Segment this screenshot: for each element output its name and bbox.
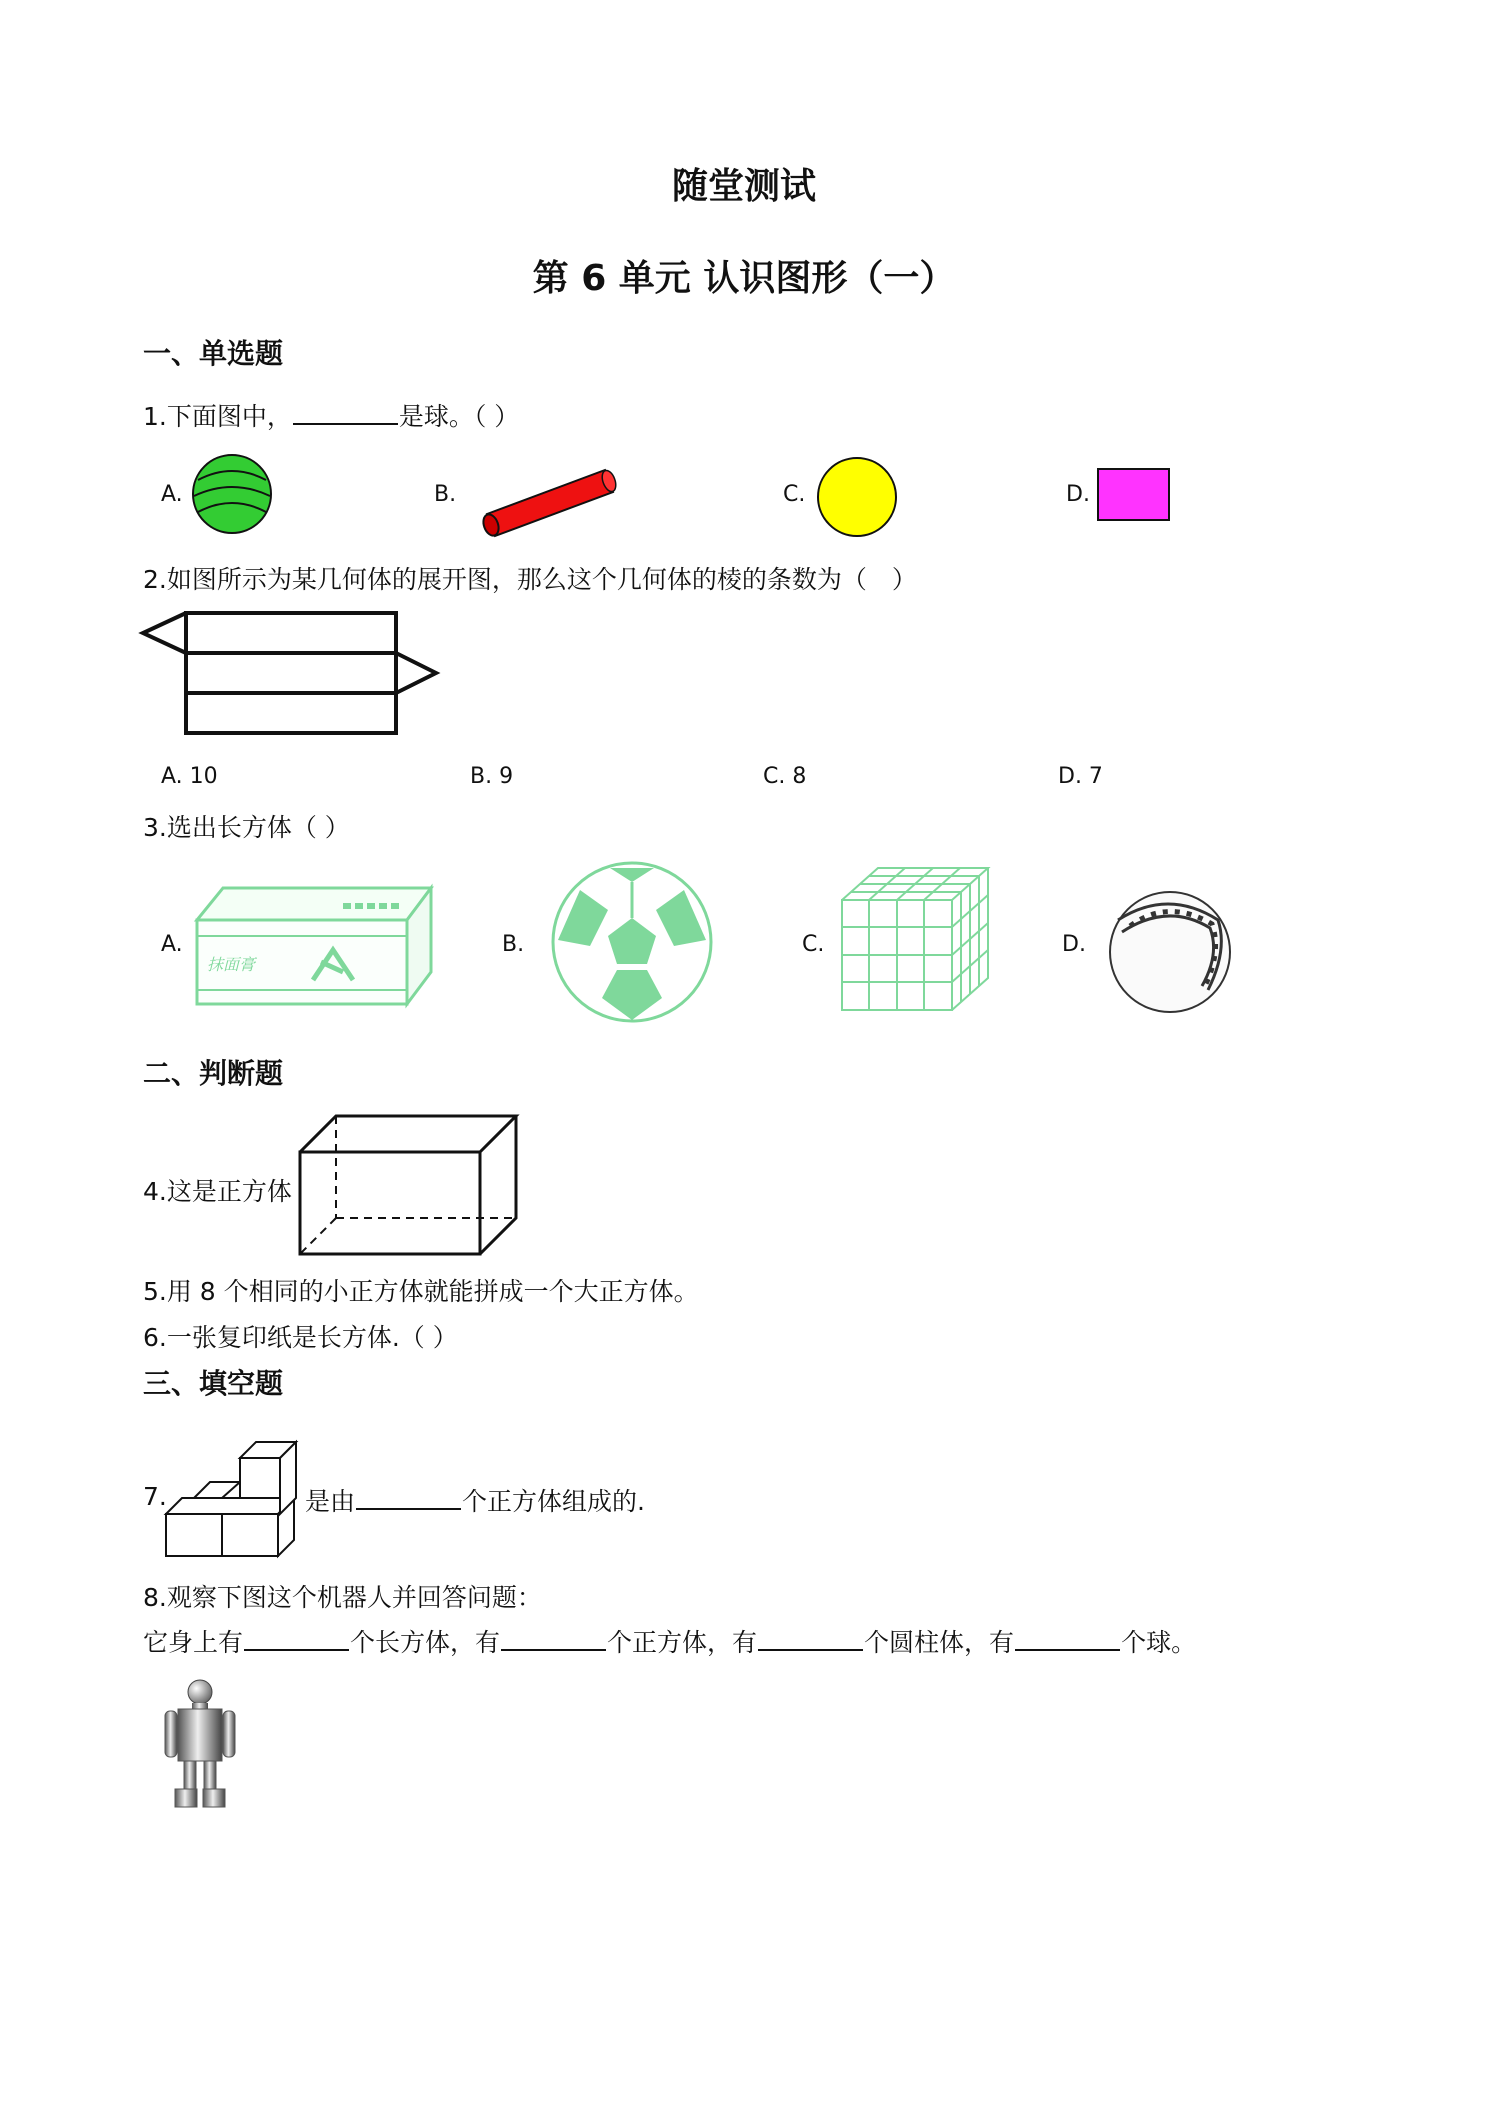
q2-option-d[interactable]: D. 7 <box>1058 764 1103 789</box>
question-7-prefix: 7. <box>143 1482 167 1511</box>
q1-option-d[interactable]: D. <box>1066 482 1090 507</box>
q8-p5: 个球。 <box>1121 1628 1197 1657</box>
magenta-rectangle-image <box>1097 468 1172 524</box>
cuboid-diagram <box>296 1110 526 1260</box>
q1-option-a[interactable]: A. <box>161 482 183 507</box>
question-7 <box>305 1482 645 1518</box>
question-5: 5.用 8 个相同的小正方体就能拼成一个大正方体。 <box>143 1277 699 1306</box>
prism-net-diagram <box>140 610 440 740</box>
q3-option-d[interactable]: D. <box>1062 932 1086 957</box>
box-label: 抹面膏 <box>207 955 256 974</box>
q8-p2: 个长方体，有 <box>350 1628 501 1657</box>
q8-blank-cube[interactable] <box>501 1623 606 1651</box>
rubiks-cube-image <box>838 864 998 1024</box>
striped-ball-image <box>1108 890 1233 1015</box>
q2-option-a[interactable]: A. 10 <box>161 764 218 789</box>
q2-option-c[interactable]: C. 8 <box>763 764 807 789</box>
question-8-fill <box>143 1623 1196 1659</box>
section-single-choice: 一、单选题 <box>143 337 284 370</box>
green-ball-image <box>190 452 275 537</box>
q2-option-b[interactable]: B. 9 <box>470 764 514 789</box>
q7-text-after: 个正方体组成的. <box>462 1487 645 1516</box>
q1-option-b[interactable]: B. <box>434 482 457 507</box>
q1-text-after: 是球。（ ） <box>398 402 520 431</box>
q8-p1: 它身上有 <box>143 1628 244 1657</box>
question-2: 2.如图所示为某几何体的展开图，那么这个几何体的棱的条数为（ ） <box>143 565 917 594</box>
page-title: 随堂测试 <box>671 166 816 207</box>
q8-blank-cylinder[interactable] <box>758 1623 863 1651</box>
question-1 <box>143 397 519 433</box>
q8-blank-sphere[interactable] <box>1015 1623 1120 1651</box>
q8-p3: 个正方体，有 <box>607 1628 758 1657</box>
stacked-cubes-diagram <box>164 1430 304 1560</box>
q3-option-c[interactable]: C. <box>802 932 825 957</box>
q1-answer-blank[interactable] <box>293 397 398 425</box>
question-3: 3.选出长方体（ ） <box>143 813 350 842</box>
section-true-false: 二、判断题 <box>143 1057 284 1090</box>
q8-p4: 个圆柱体，有 <box>864 1628 1015 1657</box>
robot-image <box>160 1678 240 1813</box>
soccer-ball-image <box>550 860 715 1025</box>
q7-text-mid: 是由 <box>305 1487 356 1516</box>
yellow-circle-image <box>815 455 900 540</box>
red-cylinder-image <box>475 464 625 534</box>
cuboid-box-image <box>193 880 433 1010</box>
q3-option-b[interactable]: B. <box>502 932 525 957</box>
q1-text-before: 1.下面图中， <box>143 402 292 431</box>
unit-title: 第 6 单元 认识图形（一） <box>532 258 956 299</box>
section-fill-in: 三、填空题 <box>143 1367 284 1400</box>
question-6: 6.一张复印纸是长方体.（ ） <box>143 1323 458 1352</box>
q7-answer-blank[interactable] <box>356 1482 461 1510</box>
q3-option-a[interactable]: A. <box>161 932 183 957</box>
q1-option-c[interactable]: C. <box>783 482 806 507</box>
question-8: 8.观察下图这个机器人并回答问题： <box>143 1583 542 1612</box>
question-4: 4.这是正方体 <box>143 1177 292 1206</box>
q8-blank-cuboid[interactable] <box>244 1623 349 1651</box>
